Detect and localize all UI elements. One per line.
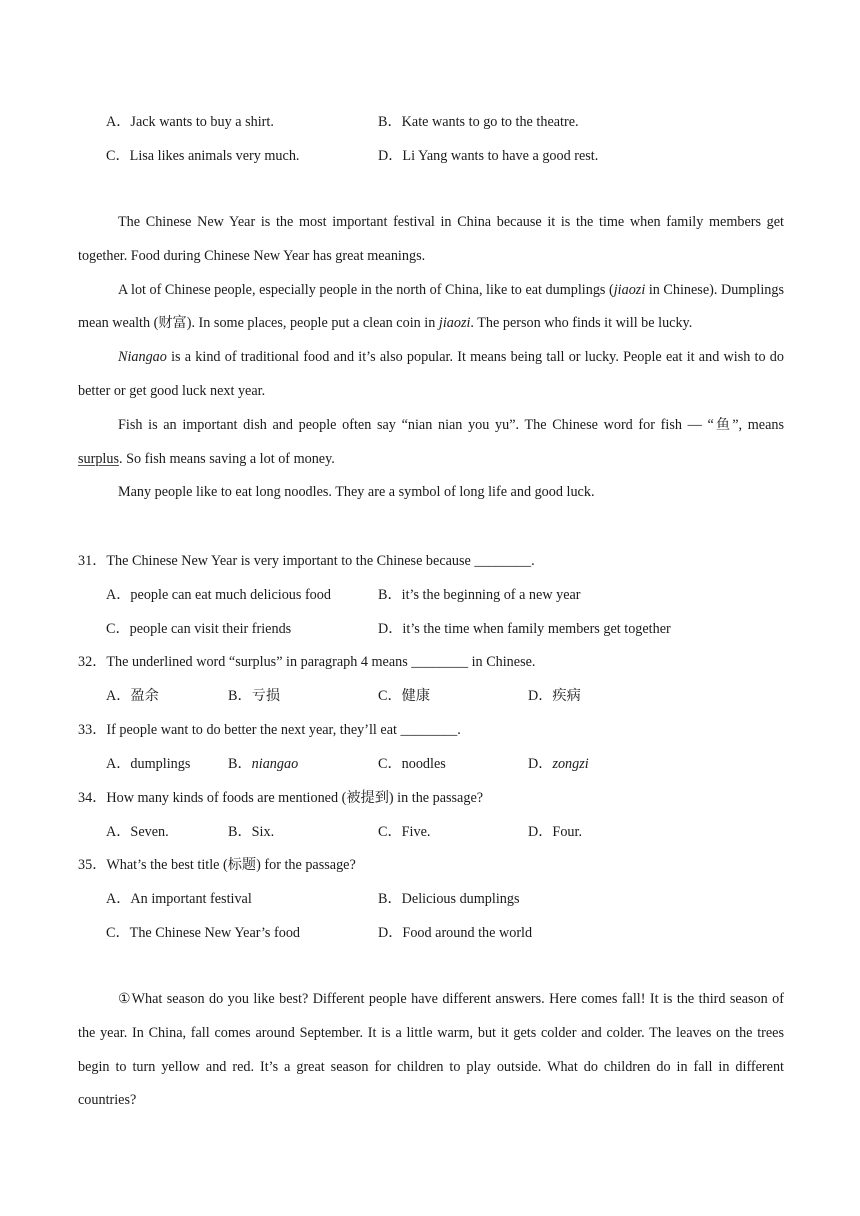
- underlined-word-surplus: surplus: [78, 450, 119, 467]
- q34-option-a: A．Seven.: [106, 824, 169, 840]
- q33-b-italic: niangao: [251, 756, 299, 772]
- p2-italic-jiaozi-2: jiaozi: [438, 315, 471, 332]
- q35-option-a: A．An important festival: [106, 891, 252, 907]
- option-a: A．Jack wants to buy a shirt.: [106, 114, 274, 130]
- q33-option-d: [528, 755, 589, 773]
- q35-option-b: B．Delicious dumplings: [378, 891, 520, 907]
- passage1-paragraph-4: [78, 409, 784, 477]
- p3-italic-niangao: Niangao: [118, 349, 167, 366]
- passage-fall-season: [78, 983, 784, 1118]
- q33-b-prefix: B．: [228, 756, 252, 772]
- q32-option-a: A．盈余: [106, 688, 159, 704]
- option-b: B．Kate wants to go to the theatre.: [378, 114, 579, 130]
- q31-option-a: A．people can eat much delicious food: [106, 587, 331, 603]
- q35-option-c: C．The Chinese New Year’s food: [106, 925, 301, 941]
- q34-option-c: C．Five.: [378, 824, 431, 840]
- passage1-paragraph-3: [78, 341, 784, 409]
- p2-text-c: . The person who finds it will be lucky.: [470, 315, 693, 332]
- p2-italic-jiaozi: jiaozi: [613, 281, 646, 298]
- q35-option-d: D．Food around the world: [378, 925, 533, 941]
- q34-option-d: D．Four.: [528, 824, 582, 840]
- passage-chinese-new-year: [78, 206, 784, 510]
- q33-option-b: [228, 755, 298, 773]
- q33-option-a: A．dumplings: [106, 756, 191, 772]
- option-c: C．Lisa likes animals very much.: [106, 148, 300, 164]
- q33-d-prefix: D．: [528, 756, 553, 772]
- question-35: 35．What’s the best title (标题) for the passage?: [78, 857, 356, 873]
- q33-option-c: C．noodles: [378, 756, 446, 772]
- question-33: 33．If people want to do better the next year, they’ll eat ________.: [78, 722, 461, 738]
- p4-text-a: Fish is an important dish and people often say “nian nian you yu”. The Chinese word for fish — “鱼”, means: [118, 416, 784, 433]
- q33-d-italic: zongzi: [552, 756, 589, 772]
- passage1-paragraph-2: [78, 274, 784, 342]
- p4-text-b: . So fish means saving a lot of money.: [119, 450, 335, 467]
- p2-text-b: in Chinese). Dumplings mean wealth (财富). In some places, people put a clean coin in: [78, 281, 785, 332]
- p2-text-a: A lot of Chinese people, especially people in the north of China, like to eat dumplings (: [118, 281, 614, 298]
- q31-option-d: D．it’s the time when family members get together: [378, 621, 671, 637]
- q32-option-b: B．亏损: [228, 688, 281, 704]
- question-32: 32．The underlined word “surplus” in paragraph 4 means ________ in Chinese.: [78, 654, 536, 670]
- q32-option-c: C．健康: [378, 688, 431, 704]
- passage1-paragraph-5: Many people like to eat long noodles. They are a symbol of long life and good luck.: [118, 484, 595, 501]
- question-34: 34．How many kinds of foods are mentioned (被提到) in the passage?: [78, 790, 484, 806]
- q34-option-b: B．Six.: [228, 824, 275, 840]
- p3-text: is a kind of traditional food and it’s also popular. It means being tall or lucky. People eat it and wish to do better or get good luck next year.: [78, 349, 784, 399]
- q31-option-b: B．it’s the beginning of a new year: [378, 587, 581, 603]
- option-d: D．Li Yang wants to have a good rest.: [378, 148, 599, 164]
- passage1-paragraph-1: The Chinese New Year is the most important festival in China because it is the time when family members get together. Food during Chinese New Year has great meanings.: [78, 214, 784, 264]
- q31-option-c: C．people can visit their friends: [106, 621, 292, 637]
- question-31: 31．The Chinese New Year is very important to the Chinese because ________.: [78, 553, 535, 569]
- q32-option-d: D．疾病: [528, 688, 581, 704]
- passage2-paragraph-1: ①What season do you like best? Different people have different answers. Here comes fall! It is the third season of the year. In China, fall comes around September. It is a little warm, but it gets colder and colder. The leaves on the trees begin to turn yellow and red. It’s a great season for children to play outside. What do children do in fall in different countries?: [78, 991, 784, 1109]
